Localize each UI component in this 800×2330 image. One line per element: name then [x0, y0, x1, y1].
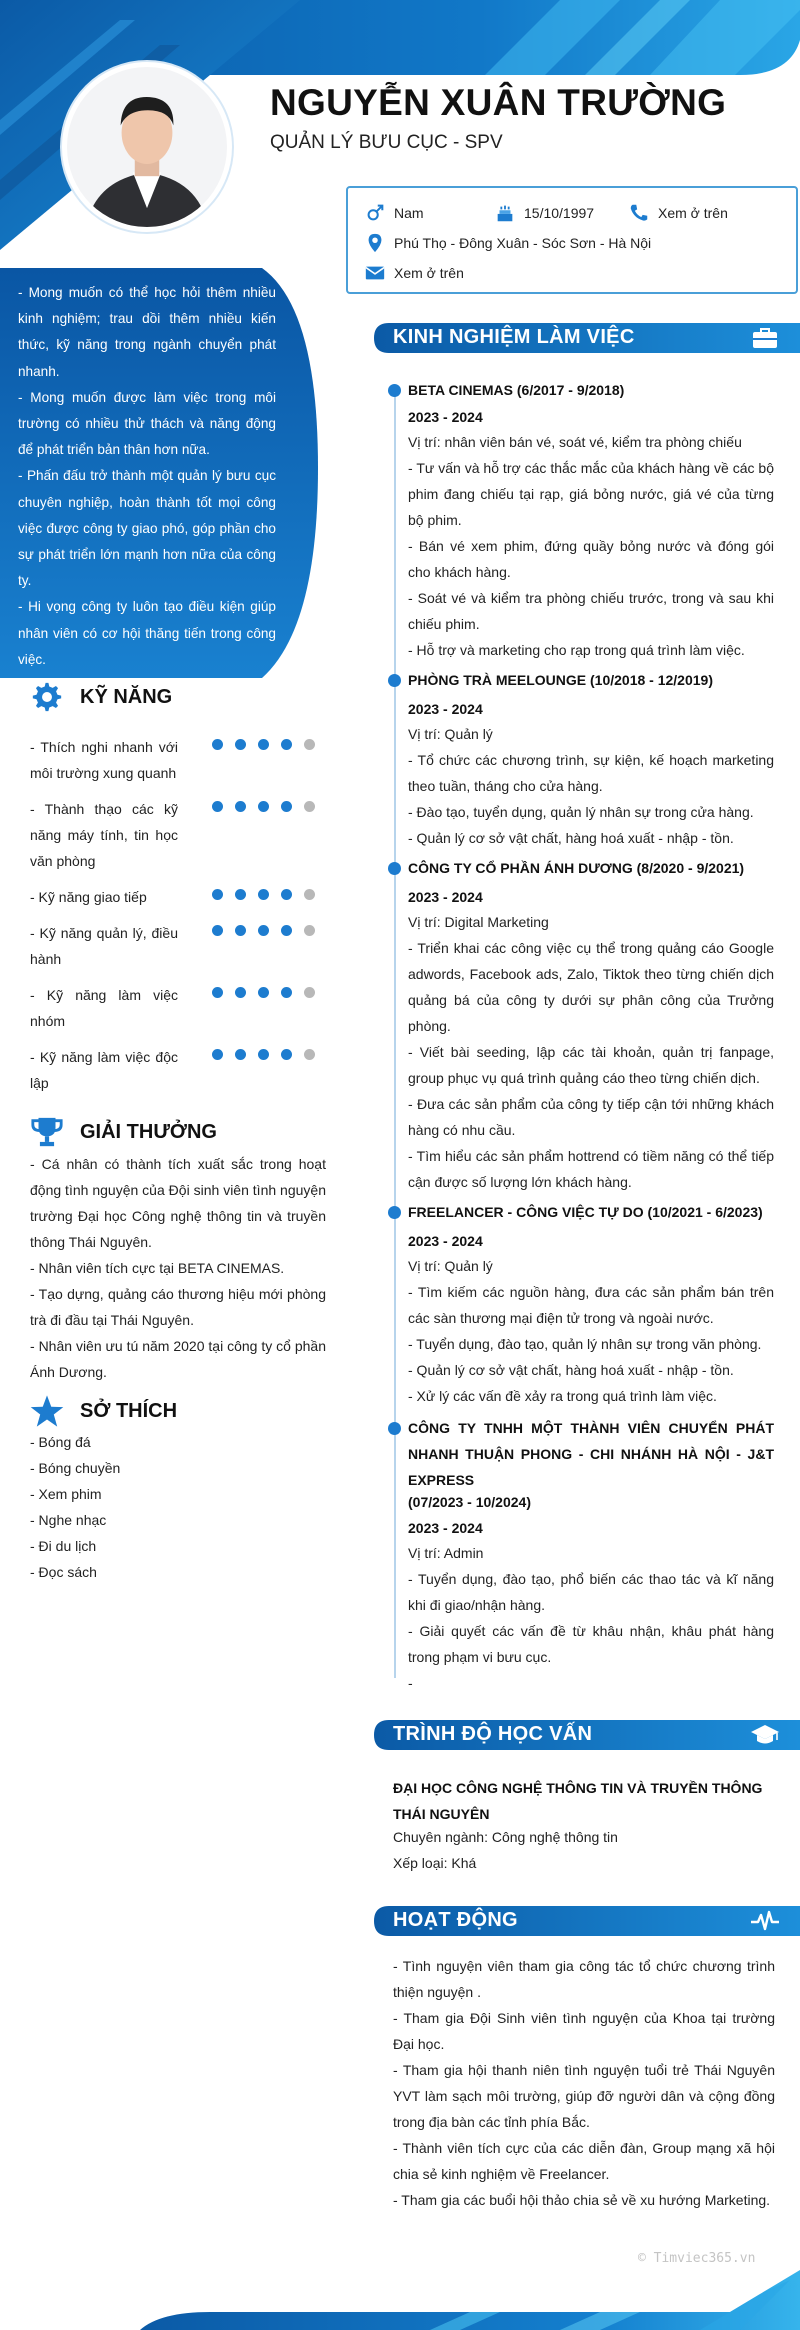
award-item: - Nhân viên tích cực tại BETA CINEMAS.: [30, 1260, 285, 1276]
candidate-name: NGUYỄN XUÂN TRƯỜNG: [270, 82, 727, 123]
skills-heading-text: KỸ NĂNG: [80, 685, 173, 708]
hobbies-heading-text: SỞ THÍCH: [80, 1399, 178, 1422]
hobbies-heading: [30, 1394, 177, 1428]
rating-dot: [212, 987, 223, 998]
star-icon: [30, 1394, 64, 1428]
skill-rating: [212, 889, 327, 900]
job-detail: Vị trí: Quản lý: [408, 1258, 493, 1274]
rating-dot: [212, 889, 223, 900]
experience-heading: KINH NGHIỆM LÀM VIỆC: [393, 326, 635, 348]
objective-line: - Phấn đấu trở thành một quản lý bưu cục chuyên nghiệp, hoàn thành tốt mọi công việc được công ty giao phó, góp phần cho sự phát triển lớn mạnh hơn nữa của công ty.: [18, 468, 276, 589]
skill-rating: [212, 801, 327, 812]
job-detail: - Soát vé và kiểm tra phòng chiếu trước, trong và sau khi chiếu phim.: [408, 590, 774, 632]
candidate-title: QUẢN LÝ BƯU CỤC - SPV: [270, 132, 503, 153]
timeline-dot: [388, 1422, 401, 1435]
job-detail: Vị trí: nhân viên bán vé, soát vé, kiểm tra phòng chiếu: [408, 434, 742, 450]
pulse-icon: [750, 1908, 780, 1934]
job-detail: - Tìm hiểu các sản phẩm hottrend có tiềm năng có thể tiếp cận được số lượng lớn khách hàng.: [408, 1148, 774, 1190]
job-detail: - Xử lý các vấn đề xảy ra trong quá trình làm việc.: [408, 1388, 717, 1404]
job-detail: - Triển khai các công việc cụ thể trong quảng cáo Google adwords, Facebook ads, Zalo, Tiktok theo từng chiến dịch quảng bá của công ty dưới sự phân công của Trưởng phòng.: [408, 940, 774, 1034]
contact-birthday: [494, 202, 594, 224]
location-pin-icon: [364, 232, 386, 254]
rating-dot: [281, 925, 292, 936]
rating-dot-empty: [304, 739, 315, 750]
awards-heading-text: GIẢI THƯỞNG: [80, 1120, 217, 1143]
activity-item: - Tình nguyện viên tham gia công tác tổ chức chương trình thiện nguyện .: [393, 1958, 775, 2000]
timeline-dot: [388, 862, 401, 875]
contact-gender: [364, 202, 424, 224]
rating-dot: [235, 987, 246, 998]
skill-rating: [212, 925, 327, 936]
rating-dot: [258, 1049, 269, 1060]
rating-dot: [235, 739, 246, 750]
job-detail: - Hỗ trợ và marketing cho rạp trong quá trình làm việc.: [408, 642, 745, 658]
rating-dot: [212, 1049, 223, 1060]
skill-rating: [212, 739, 327, 750]
job-period: 2023 - 2024: [408, 1520, 483, 1536]
avatar-photo: [67, 67, 227, 227]
gender-icon: [364, 202, 386, 224]
job-detail: -: [408, 1675, 413, 1691]
contact-phone-value: Xem ở trên: [658, 205, 728, 221]
rating-dot: [281, 801, 292, 812]
job-dates: (07/2023 - 10/2024): [408, 1494, 531, 1510]
rating-dot-empty: [304, 889, 315, 900]
rating-dot: [281, 889, 292, 900]
job-period: 2023 - 2024: [408, 1233, 483, 1249]
rating-dot: [258, 925, 269, 936]
rating-dot: [212, 925, 223, 936]
contact-email: [364, 262, 464, 284]
job-detail: - Tư vấn và hỗ trợ các thắc mắc của khách hàng về các bộ phim đang chiếu tại rạp, giá bỏng nước, giá vé của từng bộ phim.: [408, 460, 774, 528]
rating-dot: [258, 987, 269, 998]
phone-icon: [628, 202, 650, 224]
hobby-item: - Bóng chuyền: [30, 1460, 121, 1476]
education-school: ĐẠI HỌC CÔNG NGHỆ THÔNG TIN VÀ TRUYỀN THÔNG THÁI NGUYÊN: [393, 1780, 763, 1822]
rating-dot-empty: [304, 925, 315, 936]
job-company: CÔNG TY CỔ PHẦN ÁNH DƯƠNG (8/2020 - 9/2021): [408, 860, 745, 876]
skill-label: - Thành thạo các kỹ năng máy tính, tin học văn phòng: [30, 801, 178, 869]
birthday-cake-icon: [494, 202, 516, 224]
rating-dot: [281, 987, 292, 998]
contact-email-value: Xem ở trên: [394, 265, 464, 281]
skill-label: - Kỹ năng làm việc độc lập: [30, 1049, 178, 1091]
rating-dot: [258, 801, 269, 812]
contact-box: [346, 186, 798, 294]
rating-dot-empty: [304, 987, 315, 998]
experience-timeline: [394, 388, 396, 1678]
skill-label: - Thích nghi nhanh với môi trường xung quanh: [30, 739, 178, 781]
awards-heading: [30, 1115, 217, 1149]
skill-label: - Kỹ năng quản lý, điều hành: [30, 925, 178, 967]
objective-line: - Mong muốn được làm việc trong môi trường có nhiều thử thách và năng động để phát triển bản thân hơn nữa.: [18, 389, 276, 458]
timeline-dot: [388, 384, 401, 397]
job-detail: - Đào tạo, tuyển dụng, quản lý nhân sự trong cửa hàng.: [408, 804, 754, 820]
hobby-item: - Xem phim: [30, 1486, 102, 1502]
activity-item: - Tham gia Đội Sinh viên tình nguyện của Khoa tại trường Đại học.: [393, 2010, 775, 2052]
briefcase-icon: [750, 325, 780, 351]
timeline-dot: [388, 674, 401, 687]
rating-dot: [212, 801, 223, 812]
skill-rating: [212, 1049, 327, 1060]
job-detail: - Đưa các sản phẩm của công ty tiếp cận tới những khách hàng có nhu cầu.: [408, 1096, 774, 1138]
job-detail: - Quản lý cơ sở vật chất, hàng hoá xuất - nhập - tồn.: [408, 830, 734, 846]
hobby-item: - Bóng đá: [30, 1434, 91, 1450]
skills-heading: [30, 680, 172, 714]
job-company: CÔNG TY TNHH MỘT THÀNH VIÊN CHUYỂN PHÁT NHANH THUẬN PHONG - CHI NHÁNH HÀ NỘI - J&T EXPRESS: [408, 1420, 774, 1488]
rating-dot: [258, 889, 269, 900]
rating-dot: [235, 925, 246, 936]
activity-item: - Tham gia hội thanh niên tình nguyện tuổi trẻ Thái Nguyên YVT làm sạch môi trường, giúp đỡ người dân và cộng đồng trong địa bàn các tỉnh phía Bắc.: [393, 2062, 775, 2130]
rating-dot: [281, 1049, 292, 1060]
skill-label: - Kỹ năng giao tiếp: [30, 889, 147, 905]
job-period: 2023 - 2024: [408, 701, 483, 717]
education-major: Chuyên ngành: Công nghệ thông tin: [393, 1829, 618, 1845]
job-detail: - Tổ chức các chương trình, sự kiện, kế hoạch marketing theo tuần, tháng cho cửa hàng.: [408, 752, 774, 794]
trophy-icon: [30, 1115, 64, 1149]
rating-dot: [235, 801, 246, 812]
award-item: - Nhân viên ưu tú năm 2020 tại công ty cổ phần Ánh Dương.: [30, 1338, 326, 1380]
rating-dot: [212, 739, 223, 750]
activity-item: - Thành viên tích cực của các diễn đàn, Group mạng xã hội chia sẻ kinh nghiệm về Freelancer.: [393, 2140, 775, 2182]
gear-icon: [30, 680, 64, 714]
job-company: BETA CINEMAS (6/2017 - 9/2018): [408, 382, 625, 398]
job-detail: - Tuyển dụng, đào tạo, quản lý nhân sự trong văn phòng.: [408, 1336, 762, 1352]
rating-dot: [281, 739, 292, 750]
rating-dot: [258, 739, 269, 750]
objective-line: - Mong muốn có thể học hỏi thêm nhiều kinh nghiệm; trau dồi thêm nhiều kiến thức, kỹ năng trong ngành chuyển phát nhanh.: [18, 285, 276, 379]
job-detail: - Tuyển dụng, đào tạo, phổ biến các thao tác và kĩ năng khi đi giao/nhận hàng.: [408, 1571, 774, 1613]
avatar: [62, 62, 232, 232]
career-objective: [18, 280, 276, 673]
envelope-icon: [364, 262, 386, 284]
job-detail: Vị trí: Digital Marketing: [408, 914, 549, 930]
job-detail: - Viết bài seeding, lập các tài khoản, quản trị fanpage, group phục vụ quá trình quảng cáo theo từng chiến dịch.: [408, 1044, 774, 1086]
education-heading: TRÌNH ĐỘ HỌC VẤN: [393, 1723, 593, 1745]
job-detail: - Bán vé xem phim, đứng quầy bỏng nước và đóng gói cho khách hàng.: [408, 538, 774, 580]
rating-dot: [235, 889, 246, 900]
rating-dot: [235, 1049, 246, 1060]
hobby-item: - Đi du lịch: [30, 1538, 97, 1554]
skill-rating: [212, 987, 327, 998]
job-period: 2023 - 2024: [408, 409, 483, 425]
activity-item: - Tham gia các buổi hội thảo chia sẻ về xu hướng Marketing.: [393, 2192, 771, 2208]
contact-phone: [628, 202, 728, 224]
watermark: © Timviec365.vn: [638, 2251, 756, 2266]
hobby-item: - Đọc sách: [30, 1564, 97, 1580]
contact-gender-value: Nam: [394, 205, 424, 221]
skill-label: - Kỹ năng làm việc nhóm: [30, 987, 178, 1029]
job-period: 2023 - 2024: [408, 889, 483, 905]
timeline-dot: [388, 1206, 401, 1219]
job-detail: - Quản lý cơ sở vật chất, hàng hoá xuất - nhập - tồn.: [408, 1362, 734, 1378]
job-company: FREELANCER - CÔNG VIỆC TỰ DO (10/2021 - 6/2023): [408, 1204, 763, 1220]
rating-dot-empty: [304, 801, 315, 812]
contact-address-value: Phú Thọ - Đông Xuân - Sóc Sơn - Hà Nội: [394, 235, 652, 251]
award-item: - Tạo dựng, quảng cáo thương hiệu mới phòng trà đi đầu tại Thái Nguyên.: [30, 1286, 326, 1328]
job-detail: - Giải quyết các vấn đề từ khâu nhận, khâu phát hàng trong phạm vi bưu cục.: [408, 1623, 774, 1665]
activities-heading: HOẠT ĐỘNG: [393, 1909, 518, 1931]
job-detail: Vị trí: Admin: [408, 1545, 484, 1561]
rating-dot-empty: [304, 1049, 315, 1060]
job-company: PHÒNG TRÀ MEELOUNGE (10/2018 - 12/2019): [408, 672, 713, 688]
footer-decoration: [0, 2270, 800, 2330]
graduation-cap-icon: [750, 1722, 780, 1748]
contact-birthday-value: 15/10/1997: [524, 205, 595, 221]
education-grade: Xếp loại: Khá: [393, 1855, 477, 1871]
job-detail: - Tìm kiếm các nguồn hàng, đưa các sản phẩm bán trên các sàn thương mại điện tử trong và ngoài nước.: [408, 1284, 774, 1326]
objective-line: - Hi vọng công ty luôn tạo điều kiện giúp nhân viên có cơ hội thăng tiến trong công việc.: [18, 599, 276, 667]
job-detail: Vị trí: Quản lý: [408, 726, 493, 742]
hobby-item: - Nghe nhạc: [30, 1512, 107, 1528]
contact-address: [364, 232, 651, 254]
award-item: - Cá nhân có thành tích xuất sắc trong hoạt động tình nguyện của Đội sinh viên tình nguyện trường Đại học Công nghệ thông tin và truyền thông Thái Nguyên.: [30, 1156, 326, 1250]
